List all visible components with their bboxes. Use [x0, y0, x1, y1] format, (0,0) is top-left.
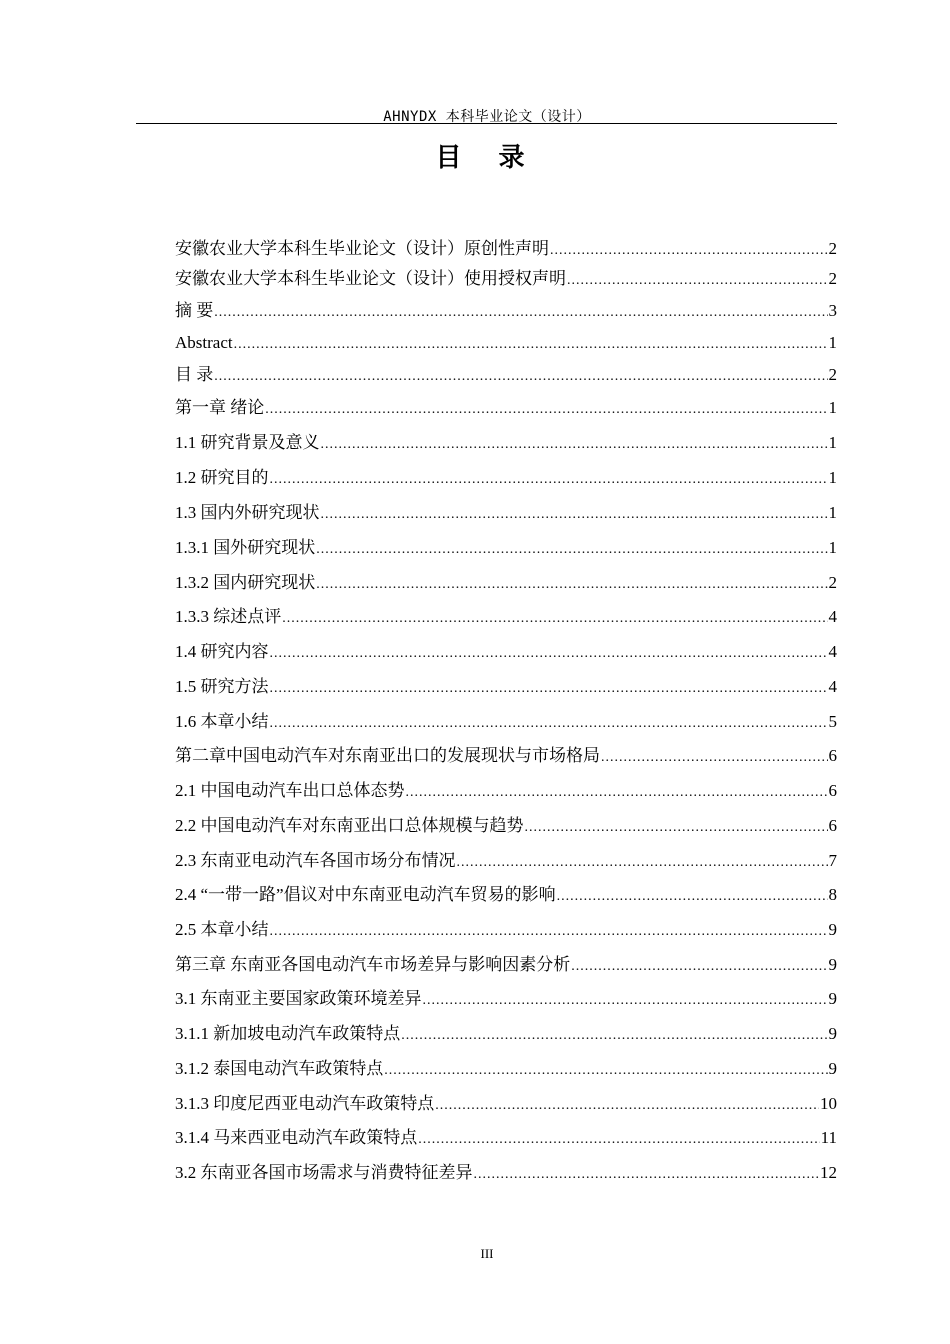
toc-entry[interactable]	[175, 465, 837, 491]
toc-dot-leader	[214, 364, 827, 390]
toc-dot-leader	[270, 919, 828, 945]
toc-entry[interactable]	[175, 778, 837, 804]
toc-entry[interactable]	[175, 1021, 837, 1047]
toc-dot-leader	[571, 954, 827, 980]
toc-entry[interactable]	[175, 882, 837, 908]
page-header: AHNYDX 本科毕业论文（设计）	[383, 109, 591, 125]
toc-entry-label: 2.5 本章小结	[175, 920, 269, 939]
toc-dot-leader	[270, 676, 828, 702]
page-number: III	[480, 1246, 494, 1261]
toc-entry-page: 1	[828, 398, 837, 417]
toc-entry-label: 3.1.1 新加坡电动汽车政策特点	[175, 1024, 401, 1043]
toc-entry-page: 12	[820, 1163, 837, 1182]
page-title: 目 录	[435, 143, 539, 173]
toc-entry-label: 目 录	[175, 365, 214, 384]
toc-entry[interactable]	[175, 952, 837, 978]
toc-entry[interactable]	[175, 395, 837, 421]
toc-entry-label: 安徽农业大学本科生毕业论文（设计）使用授权声明	[175, 269, 566, 288]
toc-entry[interactable]	[175, 917, 837, 943]
toc-entry-label: 第三章 东南亚各国电动汽车市场差异与影响因素分析	[175, 955, 571, 974]
toc-dot-leader	[282, 606, 827, 632]
toc-entry[interactable]	[175, 1091, 837, 1117]
toc-dot-leader	[423, 988, 828, 1014]
toc-entry-page: 11	[820, 1128, 837, 1147]
toc-entry-label: 3.1 东南亚主要国家政策环境差异	[175, 989, 422, 1008]
toc-entry-page: 2	[828, 269, 837, 288]
toc-entry-page: 1	[828, 503, 837, 522]
toc-dot-leader	[321, 502, 828, 528]
toc-entry-label: 第二章中国电动汽车对东南亚出口的发展现状与市场格局	[175, 746, 600, 765]
toc-entry-label: Abstract	[175, 333, 233, 352]
toc-dot-leader	[321, 432, 828, 458]
toc-entry[interactable]	[175, 986, 837, 1012]
toc-entry[interactable]	[175, 236, 837, 262]
toc-dot-leader	[550, 238, 828, 264]
toc-entry[interactable]	[175, 813, 837, 839]
toc-entry-label: 2.4 “一带一路”倡议对中东南亚电动汽车贸易的影响	[175, 885, 556, 904]
toc-dot-leader	[418, 1127, 819, 1153]
toc-dot-leader	[270, 641, 828, 667]
toc-dot-leader	[406, 780, 828, 806]
toc-entry-label: 1.3.1 国外研究现状	[175, 538, 316, 557]
toc-entry-page: 2	[828, 573, 837, 592]
toc-entry-label: 1.3 国内外研究现状	[175, 503, 320, 522]
toc-dot-leader	[525, 815, 828, 841]
toc-entry[interactable]	[175, 709, 837, 735]
toc-dot-leader	[557, 884, 828, 910]
toc-entry[interactable]	[175, 535, 837, 561]
toc-entry[interactable]	[175, 674, 837, 700]
toc-entry[interactable]	[175, 604, 837, 630]
toc-entry-label: 摘 要	[175, 301, 214, 320]
toc-dot-leader	[601, 745, 828, 771]
toc-dot-leader	[567, 268, 828, 294]
toc-entry-label: 2.3 东南亚电动汽车各国市场分布情况	[175, 851, 456, 870]
toc-entry-page: 8	[828, 885, 837, 904]
toc-entry-page: 9	[828, 920, 837, 939]
toc-dot-leader	[270, 467, 828, 493]
toc-entry-page: 2	[828, 365, 837, 384]
toc-entry[interactable]	[175, 266, 837, 292]
toc-dot-leader	[234, 332, 828, 358]
toc-entry[interactable]	[175, 430, 837, 456]
toc-entry-page: 6	[828, 746, 837, 765]
toc-entry[interactable]	[175, 362, 837, 388]
toc-entry[interactable]	[175, 1125, 837, 1151]
toc-entry-page: 2	[828, 239, 837, 258]
toc-entry-page: 7	[828, 851, 837, 870]
toc-entry-label: 第一章 绪论	[175, 398, 265, 417]
toc-entry-label: 1.2 研究目的	[175, 468, 269, 487]
toc-entry-page: 4	[828, 607, 837, 626]
toc-dot-leader	[265, 397, 827, 423]
toc-entry-page: 1	[828, 433, 837, 452]
toc-entry-label: 1.5 研究方法	[175, 677, 269, 696]
toc-dot-leader	[316, 572, 827, 598]
toc-entry-page: 9	[828, 989, 837, 1008]
toc-entry-page: 9	[828, 955, 837, 974]
toc-dot-leader	[401, 1023, 827, 1049]
toc-entry-page: 5	[828, 712, 837, 731]
toc-entry[interactable]	[175, 298, 837, 324]
toc-dot-leader	[316, 537, 827, 563]
toc-entry[interactable]	[175, 1160, 837, 1186]
toc-entry[interactable]	[175, 848, 837, 874]
toc-entry[interactable]	[175, 330, 837, 356]
toc-entry-page: 10	[820, 1094, 837, 1113]
toc-entry-page: 1	[828, 468, 837, 487]
toc-dot-leader	[457, 850, 828, 876]
toc-entry[interactable]	[175, 500, 837, 526]
toc-entry-page: 4	[828, 677, 837, 696]
toc-entry-label: 2.1 中国电动汽车出口总体态势	[175, 781, 405, 800]
toc-entry-label: 1.4 研究内容	[175, 642, 269, 661]
toc-entry[interactable]	[175, 743, 837, 769]
toc-entry-page: 6	[828, 781, 837, 800]
toc-entry-label: 2.2 中国电动汽车对东南亚出口总体规模与趋势	[175, 816, 524, 835]
toc-dot-leader	[474, 1162, 820, 1188]
toc-entry-label: 安徽农业大学本科生毕业论文（设计）原创性声明	[175, 239, 549, 258]
toc-dot-leader	[435, 1093, 819, 1119]
toc-entry-label: 3.2 东南亚各国市场需求与消费特征差异	[175, 1163, 473, 1182]
toc-entry-page: 9	[828, 1059, 837, 1078]
toc-entry[interactable]	[175, 639, 837, 665]
toc-entry[interactable]	[175, 1056, 837, 1082]
toc-entry-page: 4	[828, 642, 837, 661]
toc-entry-page: 9	[828, 1024, 837, 1043]
toc-entry-label: 3.1.2 泰国电动汽车政策特点	[175, 1059, 384, 1078]
toc-entry-label: 3.1.3 印度尼西亚电动汽车政策特点	[175, 1094, 435, 1113]
toc-entry-page: 6	[828, 816, 837, 835]
header-divider	[136, 123, 837, 124]
toc-entry[interactable]	[175, 570, 837, 596]
toc-entry-label: 1.1 研究背景及意义	[175, 433, 320, 452]
toc-entry-page: 1	[828, 333, 837, 352]
toc-entry-page: 3	[828, 301, 837, 320]
toc-dot-leader	[384, 1058, 827, 1084]
toc-entry-label: 3.1.4 马来西亚电动汽车政策特点	[175, 1128, 418, 1147]
toc-dot-leader	[214, 300, 827, 326]
toc-entry-label: 1.6 本章小结	[175, 712, 269, 731]
toc-entry-page: 1	[828, 538, 837, 557]
toc-entry-label: 1.3.3 综述点评	[175, 607, 282, 626]
toc-dot-leader	[270, 711, 828, 737]
toc-entry-label: 1.3.2 国内研究现状	[175, 573, 316, 592]
